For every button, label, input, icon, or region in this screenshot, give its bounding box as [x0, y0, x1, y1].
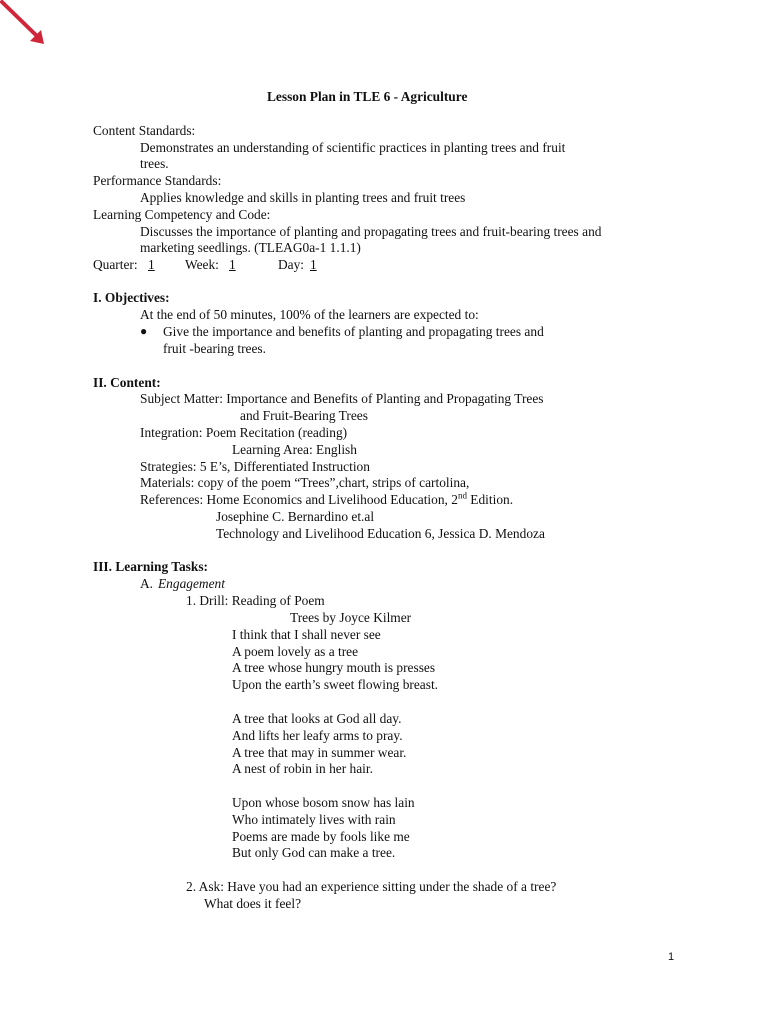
quarter-label: Quarter: — [93, 257, 138, 272]
annotation-arrow-icon — [0, 0, 50, 50]
references — [140, 491, 513, 508]
poem-line: Upon whose bosom snow has lain — [232, 795, 415, 810]
day-value: 1 — [310, 257, 317, 272]
poem-line: Who intimately lives with rain — [232, 812, 396, 827]
subject-matter: Subject Matter: Importance and Benefits of Planting and Propagating Trees — [140, 391, 544, 406]
poem-line: A tree whose hungry mouth is presses — [232, 660, 436, 675]
poem-line: I think that I shall never see — [232, 627, 381, 642]
competency-label: Learning Competency and Code: — [93, 207, 271, 222]
document-title: Lesson Plan in TLE 6 - Agriculture — [267, 89, 468, 104]
week-label: Week: — [185, 257, 219, 272]
poem-line: But only God can make a tree. — [232, 845, 396, 860]
competency-text-cont: marketing seedlings. (TLEAG0a-1 1.1.1) — [140, 240, 361, 255]
week-value: 1 — [229, 257, 236, 272]
ask-item: 2. Ask: Have you had an experience sitting under the shade of a tree? — [186, 879, 557, 894]
engagement-letter: A. — [140, 576, 154, 591]
content-heading: II. Content: — [93, 375, 161, 390]
poem-line: And lifts her leafy arms to pray. — [232, 728, 403, 743]
references-text: References: Home Economics and Livelihood Education, 2 — [140, 492, 458, 507]
performance-standards-text: Applies knowledge and skills in planting trees and fruit trees — [140, 190, 466, 205]
content-standards-label: Content Standards: — [93, 123, 196, 138]
engagement-title: Engagement — [158, 576, 225, 591]
learning-tasks-heading: III. Learning Tasks: — [93, 559, 208, 574]
reference-author: Josephine C. Bernardino et.al — [216, 509, 375, 524]
learning-area: Learning Area: English — [232, 442, 357, 457]
performance-standards-label: Performance Standards: — [93, 173, 222, 188]
poem-line: A tree that looks at God all day. — [232, 711, 402, 726]
poem-line: A tree that may in summer wear. — [232, 745, 407, 760]
objectives-heading: I. Objectives: — [93, 290, 170, 305]
subject-matter-cont: and Fruit-Bearing Trees — [240, 408, 368, 423]
drill-item: 1. Drill: Reading of Poem — [186, 593, 325, 608]
poem-line: Upon the earth’s sweet flowing breast. — [232, 677, 439, 692]
page-number: 1 — [668, 951, 675, 963]
reference-second: Technology and Livelihood Education 6, Jessica D. Mendoza — [216, 526, 545, 541]
competency-text: Discusses the importance of planting and propagating trees and fruit-bearing trees and — [140, 224, 602, 239]
content-standards-text: Demonstrates an understanding of scientific practices in planting trees and fruit — [140, 140, 566, 155]
poem-line: Poems are made by fools like me — [232, 829, 410, 844]
poem-line: A poem lovely as a tree — [232, 644, 359, 659]
references-superscript: nd — [457, 490, 467, 501]
poem-line: A nest of robin in her hair. — [232, 761, 373, 776]
day-label: Day: — [278, 257, 305, 272]
bullet-icon: ● — [140, 324, 148, 338]
strategies: Strategies: 5 E’s, Differentiated Instruction — [140, 459, 370, 474]
objective-item: Give the importance and benefits of planting and propagating trees and — [163, 324, 544, 339]
materials: Materials: copy of the poem “Trees”,chart, strips of cartolina, — [140, 475, 470, 490]
quarter-value: 1 — [148, 257, 155, 272]
references-edition: Edition. — [466, 492, 514, 507]
objective-item-cont: fruit -bearing trees. — [163, 341, 266, 356]
poem-title: Trees by Joyce Kilmer — [290, 610, 412, 625]
content-standards-text-cont: trees. — [140, 156, 169, 171]
ask-item-cont: What does it feel? — [204, 896, 302, 911]
objectives-intro: At the end of 50 minutes, 100% of the learners are expected to: — [140, 307, 479, 322]
integration: Integration: Poem Recitation (reading) — [140, 425, 348, 440]
